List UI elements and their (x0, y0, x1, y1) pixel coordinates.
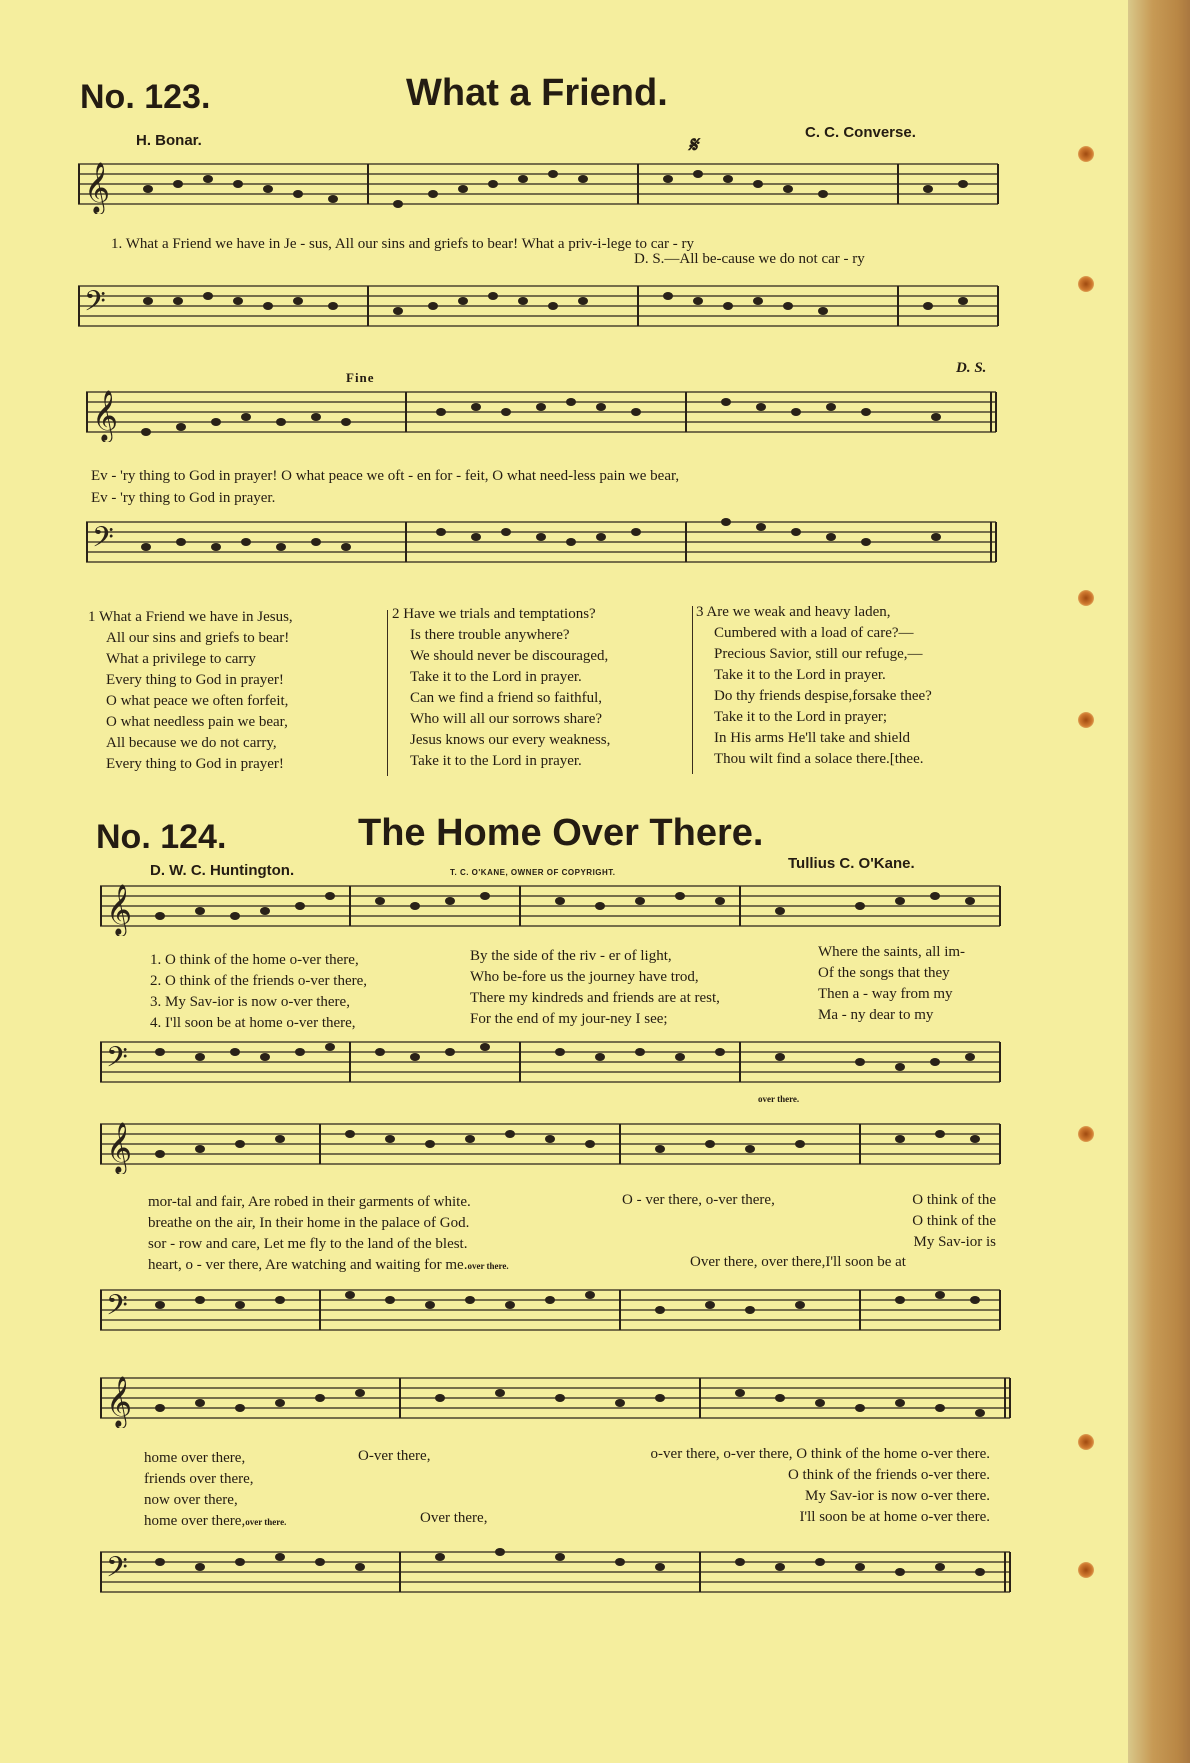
svg-text:𝄢: 𝄢 (106, 1553, 128, 1590)
hymn-124-bass-staff-2 (100, 1284, 1004, 1340)
hymn-123-number: No. 123. (80, 78, 211, 116)
hymn-123-verse-2: 2 Have we trials and temptations? Is there trouble anywhere? We should never be discouraged, Take it to the Lord in prayer. Can we find a friend so faithful, Who will all our sorrows share? Jesus knows our every weakness, Take it to the Lord in prayer. (392, 606, 611, 769)
segno-icon: 𝄋 (688, 132, 698, 157)
staff-lines (100, 1552, 1010, 1592)
hymn-123-treble-staff-1 (78, 158, 1000, 214)
hymn-123-bass-staff-1 (78, 280, 1000, 336)
hymn-124-title: The Home Over There. (358, 812, 764, 854)
hymn-124-sys2-small: over there. (467, 1261, 509, 1271)
page-burn-mark (1078, 1562, 1094, 1578)
note-heads (155, 1389, 985, 1417)
hymn-123-lyric-line-1: 1. What a Friend we have in Je - sus, All our sins and griefs to bear! What a priv-i-lege to car - ry (111, 236, 695, 252)
hymn-123-verse-3: 3 Are we weak and heavy laden, Cumbered with a load of care?— Precious Savior, still our refuge,— Take it to the Lord in prayer. Do thy friends despise,forsake thee? Take it to the Lord in prayer; In His arms He'll take and shield Thou wilt find a solace there.[thee. (696, 604, 932, 767)
svg-text:𝄞: 𝄞 (84, 163, 111, 212)
svg-text:𝄢: 𝄢 (84, 287, 106, 324)
hymn-124-sys2-right-5: Over there, over there,I'll soon be at (690, 1254, 906, 1270)
hymn-123-lyric-line-2a: Ev - 'ry thing to God in prayer! O what peace we oft - en for - feit, O what need-less pain we bear, (91, 468, 680, 484)
page-edge (1128, 0, 1190, 1763)
staff-lines (86, 522, 996, 562)
hymn-124-sys1-mid: By the side of the riv - er of light, Who be-fore us the journey have trod, There my kindreds and friends are at rest, For the end of my jour-ney I see; (470, 948, 720, 1027)
hymn-124-sys2-right: O think of the O think of the My Sav-ior is (912, 1192, 996, 1250)
hymn-124-number: No. 124. (96, 818, 227, 856)
svg-text:𝄞: 𝄞 (106, 1123, 133, 1172)
page-burn-mark (1078, 146, 1094, 162)
hymn-124-treble-staff-1 (100, 880, 1004, 936)
hymn-124-treble-staff-2 (100, 1118, 1004, 1174)
page-burn-mark (1078, 1126, 1094, 1142)
svg-text:𝄞: 𝄞 (106, 885, 133, 934)
svg-text:𝄞: 𝄞 (106, 1377, 133, 1426)
staff-lines (86, 392, 996, 432)
page-burn-mark (1078, 276, 1094, 292)
hymn-124-sys1-right: Where the saints, all im- Of the songs that they Then a - way from my Ma - ny dear to my (818, 944, 966, 1023)
staff-lines (78, 286, 998, 326)
hymn-123-lyric-ds: D. S.—All be-cause we do not car - ry (634, 251, 865, 267)
hymn-123-bass-staff-2 (86, 516, 998, 572)
hymn-124-treble-staff-3 (100, 1372, 1012, 1428)
note-heads (143, 170, 968, 208)
hymn-124-sys3-mid-2: Over there, (420, 1510, 488, 1526)
svg-text:𝄢: 𝄢 (92, 523, 114, 560)
svg-text:𝄢: 𝄢 (106, 1291, 128, 1328)
hymn-124-sys2-left: mor-tal and fair, Are robed in their garments of white. breathe on the air, In their home in the palace of God. sor - row and care, Let me fly to the land of the blest. heart, o - ver there, Are watching and waiting for me.over there. (148, 1194, 509, 1273)
hymn-123-lyric-line-2b: Ev - 'ry thing to God in prayer. (91, 490, 276, 506)
svg-text:𝄞: 𝄞 (92, 391, 119, 440)
fine-mark: Fine (346, 370, 375, 385)
verse-divider (387, 610, 388, 776)
svg-text:𝄢: 𝄢 (106, 1043, 128, 1080)
note-heads (141, 518, 941, 551)
hymn-124-sys1-small: over there. (758, 1094, 800, 1104)
page-burn-mark (1078, 590, 1094, 606)
hymn-124-bass-staff-1 (100, 1036, 1004, 1092)
hymn-124-sys3-small: over there. (245, 1517, 287, 1527)
hymn-124-sys1-left: 1. O think of the home o-ver there, 2. O think of the friends o-ver there, 3. My Sav-ior is now o-ver there, 4. I'll soon be at home o-ver there, (150, 952, 368, 1031)
hymn-123-treble-staff-2 (86, 386, 998, 442)
hymn-124-bass-staff-3 (100, 1546, 1012, 1602)
verse-divider (692, 606, 693, 774)
hymn-124-sys2-right-1: O - ver there, o-ver there, (622, 1192, 775, 1208)
hymn-124-sys3-mid-1: O-ver there, (358, 1448, 431, 1464)
ds-mark: D. S. (956, 360, 987, 376)
hymn-123-composer: C. C. Converse. (805, 124, 916, 141)
hymn-124-sys3-right: o-ver there, o-ver there, O think of the home o-ver there. O think of the friends o-ver there. My Sav-ior is now o-ver there. I'll soon be at home o-ver there. (650, 1446, 990, 1525)
hymn-124-composer: Tullius C. O'Kane. (788, 855, 915, 872)
hymn-124-author: D. W. C. Huntington. (150, 862, 295, 879)
hymn-124-sys3-left: home over there, friends over there, now over there, home over there,over there. (144, 1450, 287, 1529)
note-heads (141, 398, 941, 436)
hymn-123-verse-1: 1 What a Friend we have in Jesus, All our sins and griefs to bear! What a privilege to carry Every thing to God in prayer! O what peace we often forfeit, O what needless pain we bear, All because we do not carry, Every thing to God in prayer! (88, 609, 293, 772)
note-heads (155, 1043, 975, 1071)
page-burn-mark (1078, 1434, 1094, 1450)
hymn-124-copyright: T. C. O'KANE, OWNER OF COPYRIGHT. (450, 868, 616, 877)
hymn-123-title: What a Friend. (406, 72, 668, 114)
staff-lines (78, 164, 998, 204)
page-burn-mark (1078, 712, 1094, 728)
hymn-123-author: H. Bonar. (136, 132, 202, 149)
